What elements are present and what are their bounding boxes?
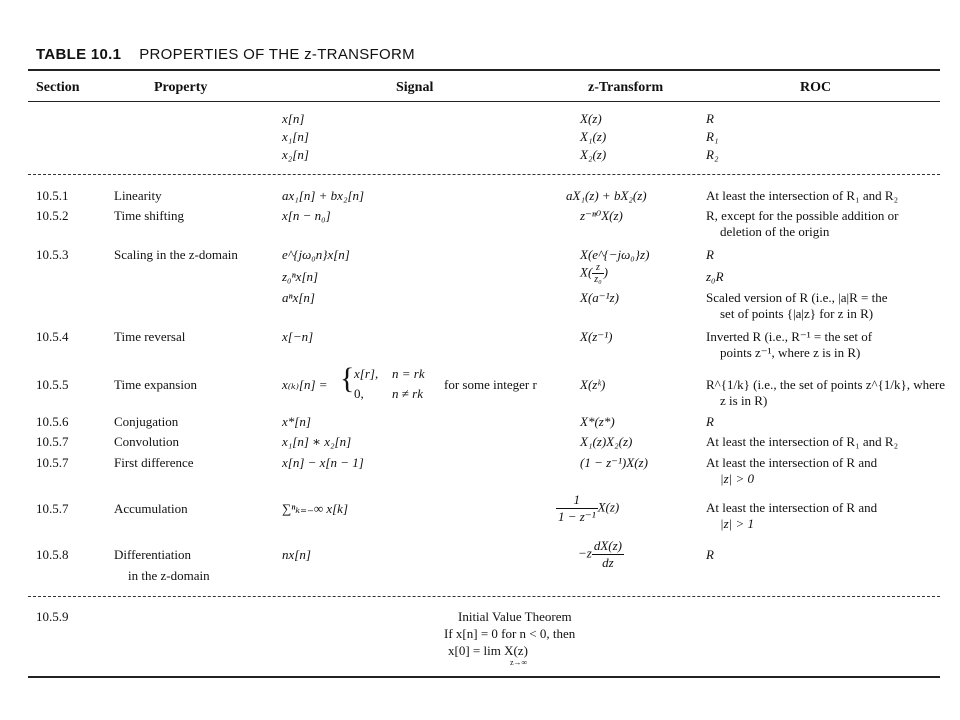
top-rule — [28, 69, 940, 71]
base-transform-x1: X₁(z) — [580, 129, 607, 144]
row-property: Time shifting — [114, 208, 184, 223]
row-roc: At least the intersection of R and — [706, 500, 878, 515]
transform-num: 1 — [556, 492, 598, 509]
left-brace: { — [340, 362, 355, 395]
theorem-limit-sub: z→∞ — [510, 658, 528, 667]
row-transform: z⁻ⁿ⁰X(z) — [580, 208, 623, 223]
row-roc: R, except for the possible addition or — [706, 208, 899, 223]
row-transform: aX₁(z) + bX₂(z) — [566, 188, 647, 203]
row-property: Differentiation — [114, 547, 192, 562]
row-roc-line2: deletion of the origin — [720, 224, 830, 239]
row-section: 10.5.3 — [36, 247, 69, 262]
row-roc: At least the intersection of R₁ and R₂ — [706, 434, 899, 449]
row-roc: Inverted R (i.e., R⁻¹ = the set of — [706, 329, 873, 344]
row-section: 10.5.4 — [36, 329, 69, 344]
row-roc: At least the intersection of R and — [706, 455, 878, 470]
row-property: Scaling in the z-domain — [114, 247, 238, 262]
row-roc: R — [706, 414, 714, 429]
divider-dashed-bottom — [28, 596, 940, 597]
row-roc: Scaled version of R (i.e., |a|R = the — [706, 290, 888, 305]
row-section: 10.5.6 — [36, 414, 69, 429]
theorem-section: 10.5.9 — [36, 609, 69, 624]
row-signal: x₁[n] ∗ x₂[n] — [282, 434, 352, 449]
row-transform — [578, 538, 624, 571]
row-signal: ∑ⁿₖ₌₋∞ x[k] — [282, 501, 349, 516]
row-roc: R^{1/k} (i.e., the set of points z^{1/k}, where — [706, 377, 945, 392]
row-transform: X(zᵏ) — [580, 377, 606, 392]
row-roc: R — [706, 547, 714, 562]
row-signal: ax₁[n] + bx₂[n] — [282, 188, 365, 203]
theorem-condition: If x[n] = 0 for n < 0, then — [444, 626, 576, 641]
signal-tail: for some integer r — [444, 377, 537, 392]
case-1-cond: n = rk — [392, 366, 425, 381]
row-roc-line2: z is in R) — [720, 393, 768, 408]
header-property: Property — [154, 80, 208, 95]
case-2: 0, — [354, 386, 364, 401]
row-transform: X( $\frac{z}{\text{z₀}}$ ) — [580, 262, 609, 285]
row-signal-lhs: x₍ₖ₎[n] = — [282, 377, 328, 392]
table-caption: PROPERTIES OF THE z-TRANSFORM — [139, 46, 415, 63]
transform-func: X — [580, 264, 588, 280]
header-signal: Signal — [396, 80, 434, 95]
transform-den: dz — [602, 555, 614, 570]
transform-den: z₀ — [594, 274, 602, 285]
row-signal: e^{jω₀n}x[n] — [282, 247, 350, 262]
row-roc-line2: |z| > 0 — [720, 471, 754, 486]
row-section: 10.5.5 — [36, 377, 69, 392]
row-transform: X(e^{−jω₀}z) — [580, 247, 650, 262]
row-property: Conjugation — [114, 414, 179, 429]
row-signal: nx[n] — [282, 547, 311, 562]
row-signal: x*[n] — [282, 414, 311, 429]
row-property: Linearity — [114, 188, 162, 203]
header-section: Section — [36, 80, 80, 95]
row-signal: x[n − n₀] — [282, 208, 331, 223]
row-section: 10.5.7 — [36, 455, 69, 470]
table-title — [36, 46, 415, 63]
base-signal-x: x[n] — [282, 111, 305, 126]
transform-num: z — [592, 262, 603, 274]
row-transform: X₁(z)X₂(z) — [580, 434, 633, 449]
base-roc-r: R — [706, 111, 714, 126]
bottom-rule — [28, 676, 940, 678]
table-label: TABLE 10.1 — [36, 46, 122, 63]
transform-pre: −z — [578, 545, 592, 561]
row-property: Time reversal — [114, 329, 186, 344]
header-roc: ROC — [800, 80, 832, 95]
row-section: 10.5.7 — [36, 434, 69, 449]
row-transform: (1 − z⁻¹)X(z) — [580, 455, 648, 470]
case-2-cond: n ≠ rk — [392, 386, 423, 401]
row-signal: x[−n] — [282, 329, 314, 344]
header-ztransform: z-Transform — [588, 80, 664, 95]
row-section: 10.5.7 — [36, 501, 69, 516]
row-transform: X(z⁻¹) — [580, 329, 613, 344]
base-roc-r2: R₂ — [706, 147, 719, 162]
row-transform: X*(z*) — [580, 414, 615, 429]
row-section: 10.5.2 — [36, 208, 69, 223]
row-transform: X(a⁻¹z) — [580, 290, 619, 305]
transform-den: 1 − z⁻¹ — [558, 509, 596, 524]
header-rule — [28, 101, 940, 102]
base-signal-x1: x₁[n] — [282, 129, 309, 144]
row-property: First difference — [114, 455, 194, 470]
row-signal: z₀ⁿx[n] — [282, 269, 319, 284]
base-roc-r1: R₁ — [706, 129, 719, 144]
row-roc-line2: points z⁻¹, where z is in R) — [720, 345, 861, 360]
theorem-formula: x[0] = lim X(z) — [448, 643, 528, 658]
theorem-title: Initial Value Theorem — [458, 609, 572, 624]
base-signal-x2: x₂[n] — [282, 147, 309, 162]
case-1: x[r], — [354, 366, 379, 381]
row-roc-line2: |z| > 1 — [720, 516, 754, 531]
row-section: 10.5.1 — [36, 188, 69, 203]
row-property: Convolution — [114, 434, 180, 449]
row-transform — [556, 492, 619, 525]
row-roc: z₀R — [706, 269, 724, 284]
divider-dashed-top — [28, 174, 940, 175]
row-section: 10.5.8 — [36, 547, 69, 562]
transform-post: X(z) — [597, 499, 620, 515]
transform-num: dX(z) — [593, 538, 623, 553]
row-property-line2: in the z-domain — [128, 568, 210, 583]
row-roc: At least the intersection of R₁ and R₂ — [706, 188, 899, 203]
row-roc-line2: set of points {|a|z} for z in R) — [720, 306, 874, 321]
row-property: Accumulation — [114, 501, 188, 516]
row-roc: R — [706, 247, 714, 262]
row-property: Time expansion — [114, 377, 197, 392]
base-transform-x: X(z) — [580, 111, 602, 126]
row-signal: aⁿx[n] — [282, 290, 315, 305]
base-transform-x2: X₂(z) — [580, 147, 607, 162]
row-signal: x[n] − x[n − 1] — [282, 455, 364, 470]
